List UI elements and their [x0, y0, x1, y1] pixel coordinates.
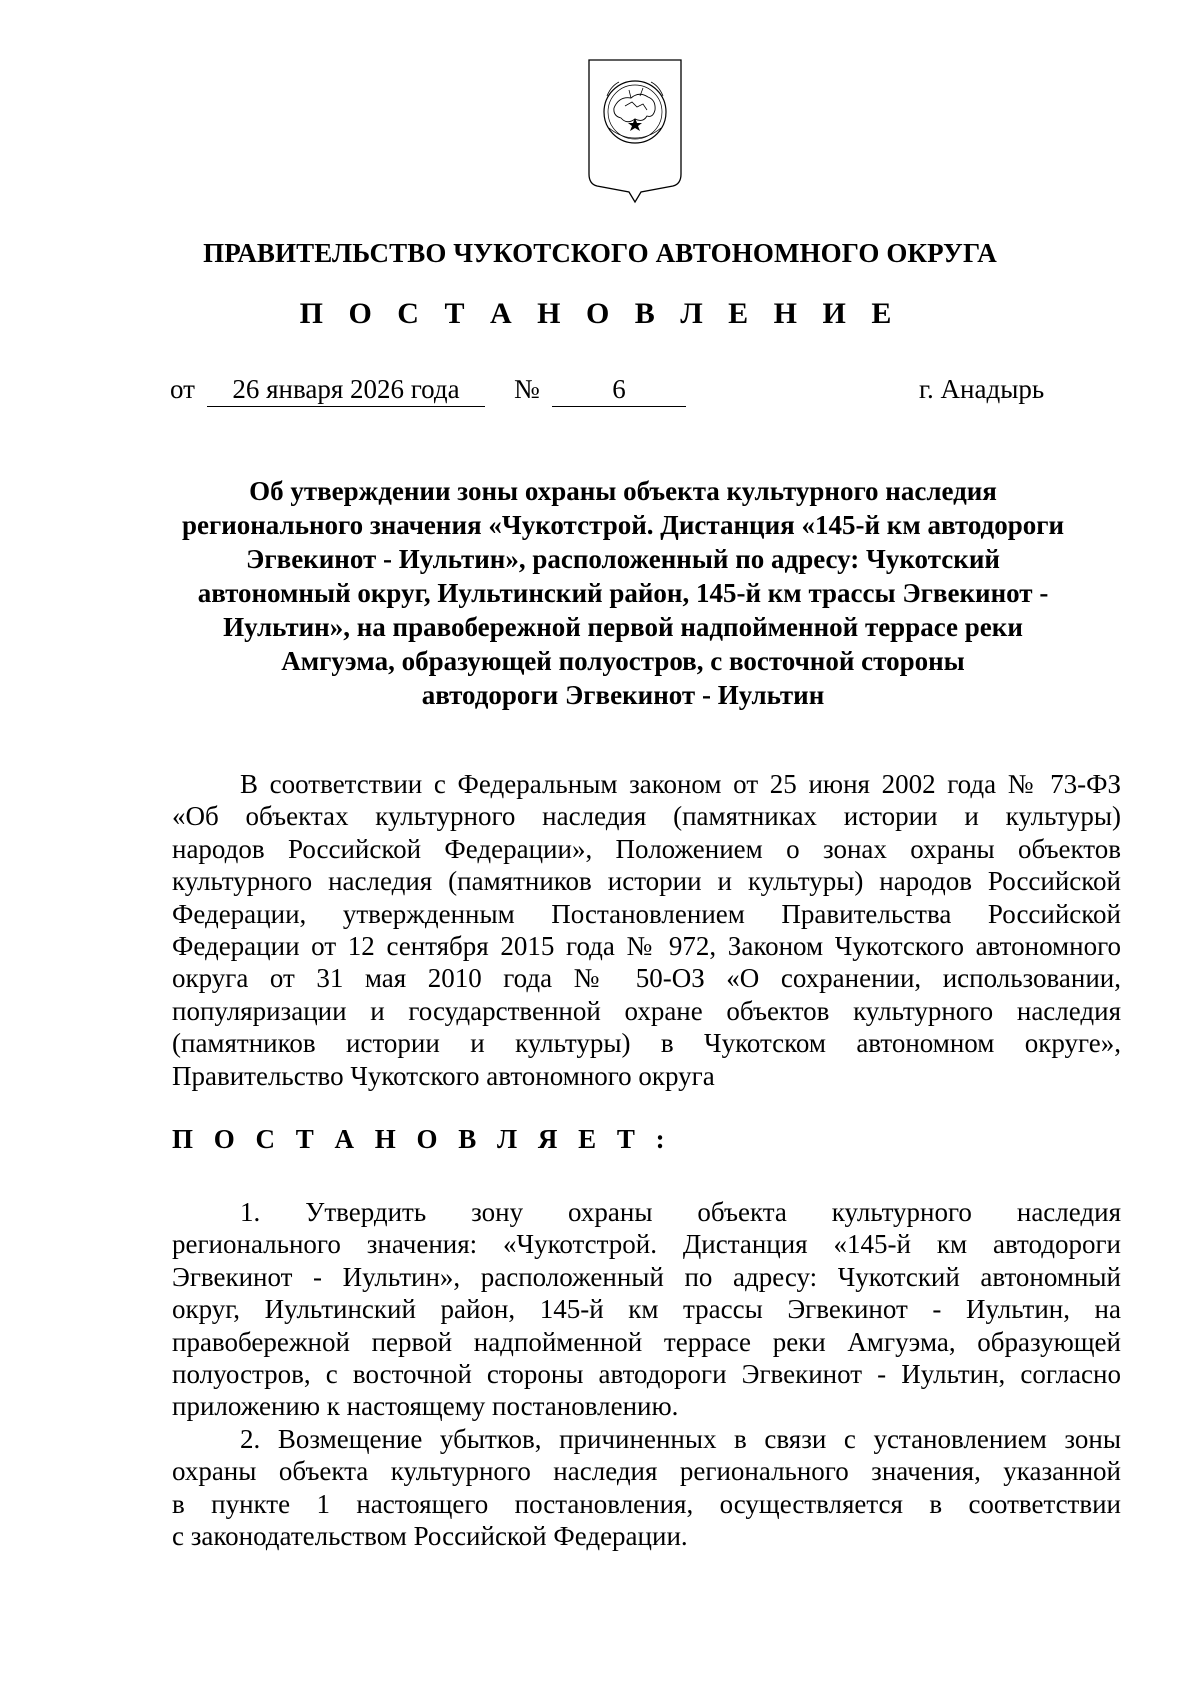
- item-line: полуостров, с восточной стороны автодороги Эгвекинот - Иультин, согласно: [172, 1359, 1121, 1390]
- coat-of-arms-emblem: [585, 56, 685, 206]
- item-line: округ, Иультинский район, 145-й км трассы Эгвекинот - Иультин, на: [172, 1294, 1121, 1325]
- item-line: 1. Утвердить зону охраны объекта культурного наследия: [240, 1197, 1121, 1227]
- document-date: 26 января 2026 года: [207, 372, 485, 407]
- document-meta-row: [0, 372, 1200, 412]
- preamble-line: культурного наследия (памятников истории и культуры) народов Российской: [172, 866, 1121, 897]
- subject-line: Иультин», на правобережной первой надпойменной террасе реки: [223, 612, 1023, 642]
- preamble-line: (памятников истории и культуры) в Чукотском автономном округе»,: [172, 1028, 1121, 1059]
- item-line: регионального значения: «Чукотстрой. Дистанция «145-й км автодороги: [172, 1229, 1121, 1260]
- preamble-line: народов Российской Федерации», Положением о зонах охраны объектов: [172, 833, 1121, 864]
- resolution-item-2: [172, 1423, 1121, 1553]
- date-prefix: от: [170, 374, 195, 404]
- preamble-line: Федерации от 12 сентября 2015 года № 972, Законом Чукотского автономного: [172, 931, 1121, 962]
- preamble-line: «Об объектах культурного наследия (памятниках истории и культуры): [172, 801, 1121, 832]
- organization-title: ПРАВИТЕЛЬСТВО ЧУКОТСКОГО АВТОНОМНОГО ОКРУГА: [203, 238, 997, 268]
- item-line: охраны объекта культурного наследия регионального значения, указанной: [172, 1456, 1121, 1487]
- document-number: 6: [552, 372, 686, 407]
- preamble-paragraph: [172, 768, 1121, 1092]
- preamble-line: популяризации и государственной охране объектов культурного наследия: [172, 995, 1121, 1026]
- item-line: приложению к настоящему постановлению.: [172, 1391, 679, 1422]
- item-line: правобережной первой надпойменной террасе реки Амгуэма, образующей: [172, 1326, 1121, 1357]
- document-city: г. Анадырь: [919, 374, 1045, 404]
- document-subject: [175, 474, 1071, 712]
- subject-line: автодороги Эгвекинот - Иультин: [421, 680, 825, 710]
- preamble-line: В соответствии с Федеральным законом от 25 июня 2002 года № 73-ФЗ: [240, 769, 1121, 799]
- preamble-line: Федерации, утвержденным Постановлением Правительства Российской: [172, 898, 1121, 929]
- item-line: в пункте 1 настоящего постановления, осуществляется в соответствии: [172, 1488, 1121, 1519]
- resolves-heading: П О С Т А Н О В Л Я Е Т :: [172, 1124, 672, 1154]
- preamble-line: округа от 31 мая 2010 года № 50-ОЗ «О сохранении, использовании,: [172, 963, 1121, 994]
- preamble-line: Правительство Чукотского автономного округа: [172, 1060, 715, 1091]
- resolution-items: [172, 1196, 1121, 1552]
- resolution-item-1: [172, 1196, 1121, 1423]
- item-line: с законодательством Российской Федерации.: [172, 1521, 688, 1552]
- item-line: Эгвекинот - Иультин», расположенный по адресу: Чукотский автономный: [172, 1261, 1121, 1292]
- subject-line: Эгвекинот - Иультин», расположенный по адресу: Чукотский: [246, 544, 1000, 574]
- subject-line: автономный округ, Иультинский район, 145-й км трассы Эгвекинот -: [197, 578, 1049, 608]
- subject-line: Амгуэма, образующей полуостров, с восточной стороны: [281, 646, 965, 676]
- item-line: 2. Возмещение убытков, причиненных в связи с установлением зоны: [240, 1423, 1121, 1454]
- document-type-heading: П О С Т А Н О В Л Е Н И Е: [299, 297, 901, 330]
- subject-line: Об утверждении зоны охраны объекта культурного наследия: [249, 476, 997, 506]
- subject-line: регионального значения «Чукотстрой. Дистанция «145-й км автодороги: [181, 510, 1065, 540]
- number-sign: №: [514, 374, 540, 404]
